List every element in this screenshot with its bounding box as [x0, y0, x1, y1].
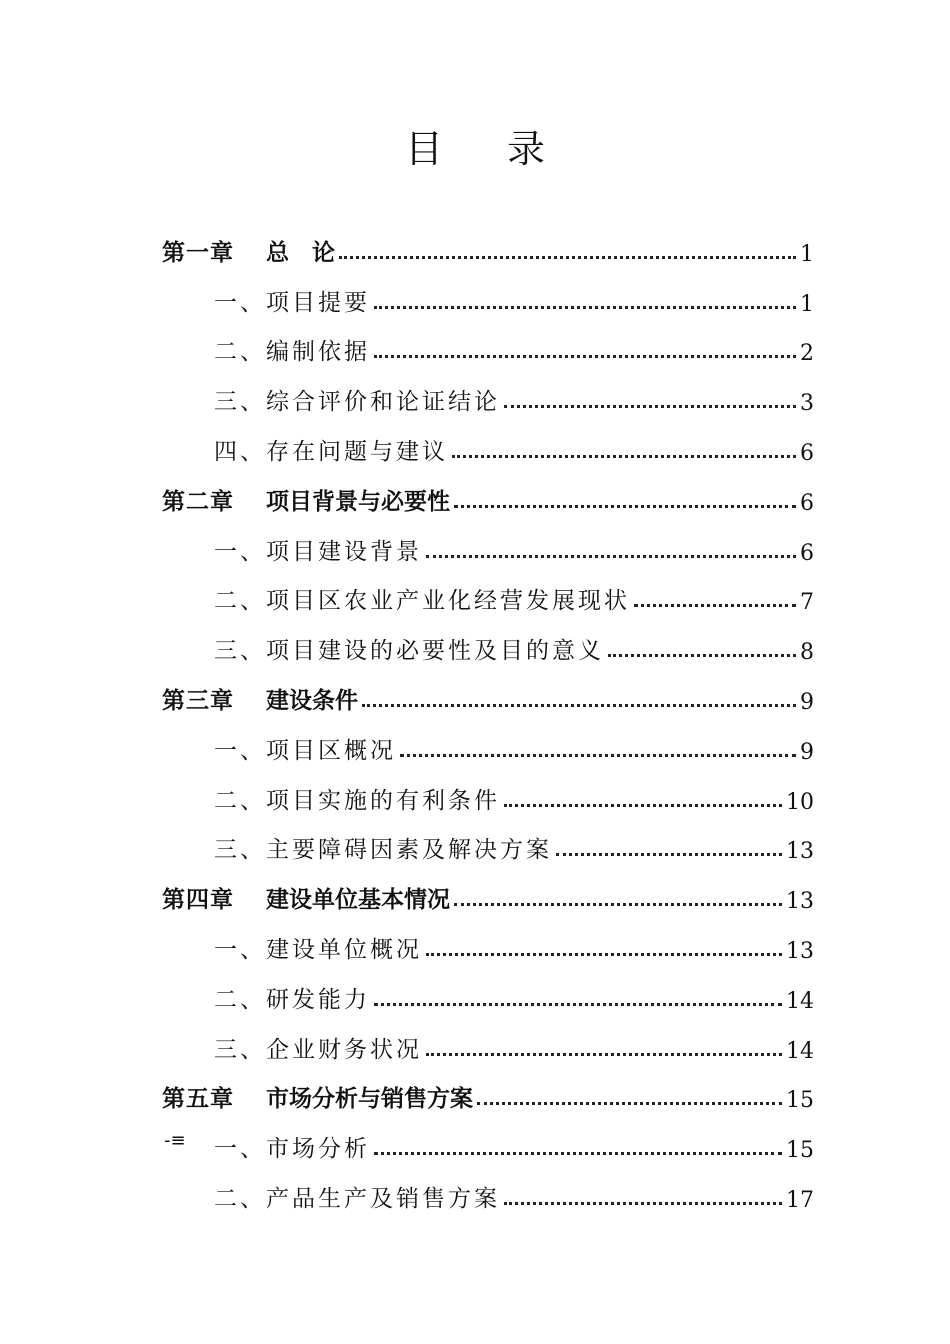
chapter-label: 项目背景与必要性	[266, 488, 450, 515]
dot-leader	[374, 1003, 782, 1006]
dot-leader	[504, 405, 796, 408]
table-of-contents	[162, 223, 814, 1219]
toc-page-number: 1	[800, 291, 814, 317]
toc-section-entry[interactable]	[162, 621, 814, 671]
toc-entry-title: 二、项目实施的有利条件	[214, 787, 500, 814]
toc-entry-title: 二、编制依据	[214, 339, 370, 366]
toc-section-entry[interactable]	[162, 970, 814, 1020]
toc-section-entry[interactable]	[162, 422, 814, 472]
toc-section-entry[interactable]	[162, 920, 814, 970]
toc-entry-title: 四、存在问题与建议	[214, 438, 448, 465]
chapter-label: 建设条件	[266, 687, 358, 714]
toc-entry-title: 二、产品生产及销售方案	[214, 1185, 500, 1212]
dot-leader	[556, 853, 782, 856]
toc-page-number: 15	[786, 1138, 814, 1164]
toc-entry-title: 三、项目建设的必要性及目的意义	[214, 638, 604, 665]
toc-page-number: 13	[786, 938, 814, 964]
dot-leader	[374, 1152, 782, 1155]
toc-section-entry[interactable]	[162, 1119, 814, 1169]
toc-section-entry[interactable]	[162, 1169, 814, 1219]
dot-leader	[608, 654, 796, 657]
toc-page-number: 13	[786, 889, 814, 915]
toc-entry-title: 一、项目建设背景	[214, 538, 422, 565]
toc-entry-title: 二、项目区农业产业化经营发展现状	[214, 588, 630, 615]
toc-page-number: 9	[800, 739, 814, 765]
dot-leader	[634, 604, 796, 607]
toc-section-entry[interactable]	[162, 1020, 814, 1070]
chapter-number: 第二章	[162, 488, 234, 515]
toc-page-number: 14	[786, 1038, 814, 1064]
toc-page-number: 1	[800, 241, 814, 267]
dot-leader	[452, 455, 796, 458]
dot-leader	[454, 903, 782, 906]
toc-page-number: 13	[786, 839, 814, 865]
dot-leader	[504, 1202, 782, 1205]
toc-page-number: 2	[800, 341, 814, 367]
dot-leader	[454, 505, 796, 508]
toc-section-entry[interactable]	[162, 572, 814, 622]
toc-page-number: 7	[800, 590, 814, 616]
toc-chapter-entry[interactable]	[162, 472, 814, 522]
dot-leader	[426, 953, 782, 956]
chapter-label: 市场分析与销售方案	[266, 1086, 473, 1113]
chapter-number: 第五章	[162, 1086, 234, 1113]
toc-page-number: 14	[786, 988, 814, 1014]
chapter-number: 第四章	[162, 887, 234, 914]
toc-section-entry[interactable]	[162, 721, 814, 771]
toc-page-number: 8	[800, 640, 814, 666]
toc-section-entry[interactable]	[162, 273, 814, 323]
dot-leader	[504, 804, 782, 807]
dot-leader	[426, 555, 796, 558]
toc-entry-title: 三、主要障碍因素及解决方案	[214, 837, 552, 864]
toc-chapter-entry[interactable]	[162, 223, 814, 273]
chapter-number: 第一章	[162, 239, 234, 266]
page-title: 目 录	[404, 127, 572, 171]
toc-entry-title: 二、研发能力	[214, 986, 370, 1013]
toc-page-number: 10	[786, 789, 814, 815]
toc-chapter-entry[interactable]	[162, 870, 814, 920]
toc-chapter-entry[interactable]	[162, 1070, 814, 1120]
toc-chapter-entry[interactable]	[162, 671, 814, 721]
dot-leader	[374, 355, 796, 358]
toc-section-entry[interactable]	[162, 821, 814, 871]
dot-leader	[362, 704, 796, 707]
stray-mark: -≡	[164, 1130, 186, 1151]
toc-page-number: 9	[800, 689, 814, 715]
toc-page-number: 6	[800, 440, 814, 466]
toc-section-entry[interactable]	[162, 372, 814, 422]
toc-entry-title: 一、项目提要	[214, 289, 370, 316]
chapter-number: 第三章	[162, 687, 234, 714]
toc-entry-title	[162, 881, 450, 920]
toc-entry-title	[162, 483, 450, 522]
toc-section-entry[interactable]	[162, 771, 814, 821]
toc-page-number: 6	[800, 490, 814, 516]
toc-page-number: 6	[800, 540, 814, 566]
toc-page-number: 17	[786, 1187, 814, 1213]
chapter-label: 总 论	[266, 239, 335, 266]
chapter-label: 建设单位基本情况	[266, 887, 450, 914]
toc-entry-title: 一、建设单位概况	[214, 936, 422, 963]
dot-leader	[374, 306, 796, 309]
toc-entry-title: 一、项目区概况	[214, 737, 396, 764]
toc-entry-title: 三、综合评价和论证结论	[214, 389, 500, 416]
dot-leader	[339, 256, 796, 259]
toc-section-entry[interactable]	[162, 522, 814, 572]
toc-entry-title	[162, 682, 358, 721]
dot-leader	[477, 1102, 782, 1105]
toc-entry-title	[162, 1080, 473, 1119]
toc-entry-title: 一、市场分析	[214, 1136, 370, 1163]
dot-leader	[426, 1053, 782, 1056]
toc-page-number: 15	[786, 1088, 814, 1114]
toc-entry-title: 三、企业财务状况	[214, 1036, 422, 1063]
toc-entry-title	[162, 234, 335, 273]
toc-section-entry[interactable]	[162, 323, 814, 373]
toc-page-number: 3	[800, 391, 814, 417]
dot-leader	[400, 754, 796, 757]
